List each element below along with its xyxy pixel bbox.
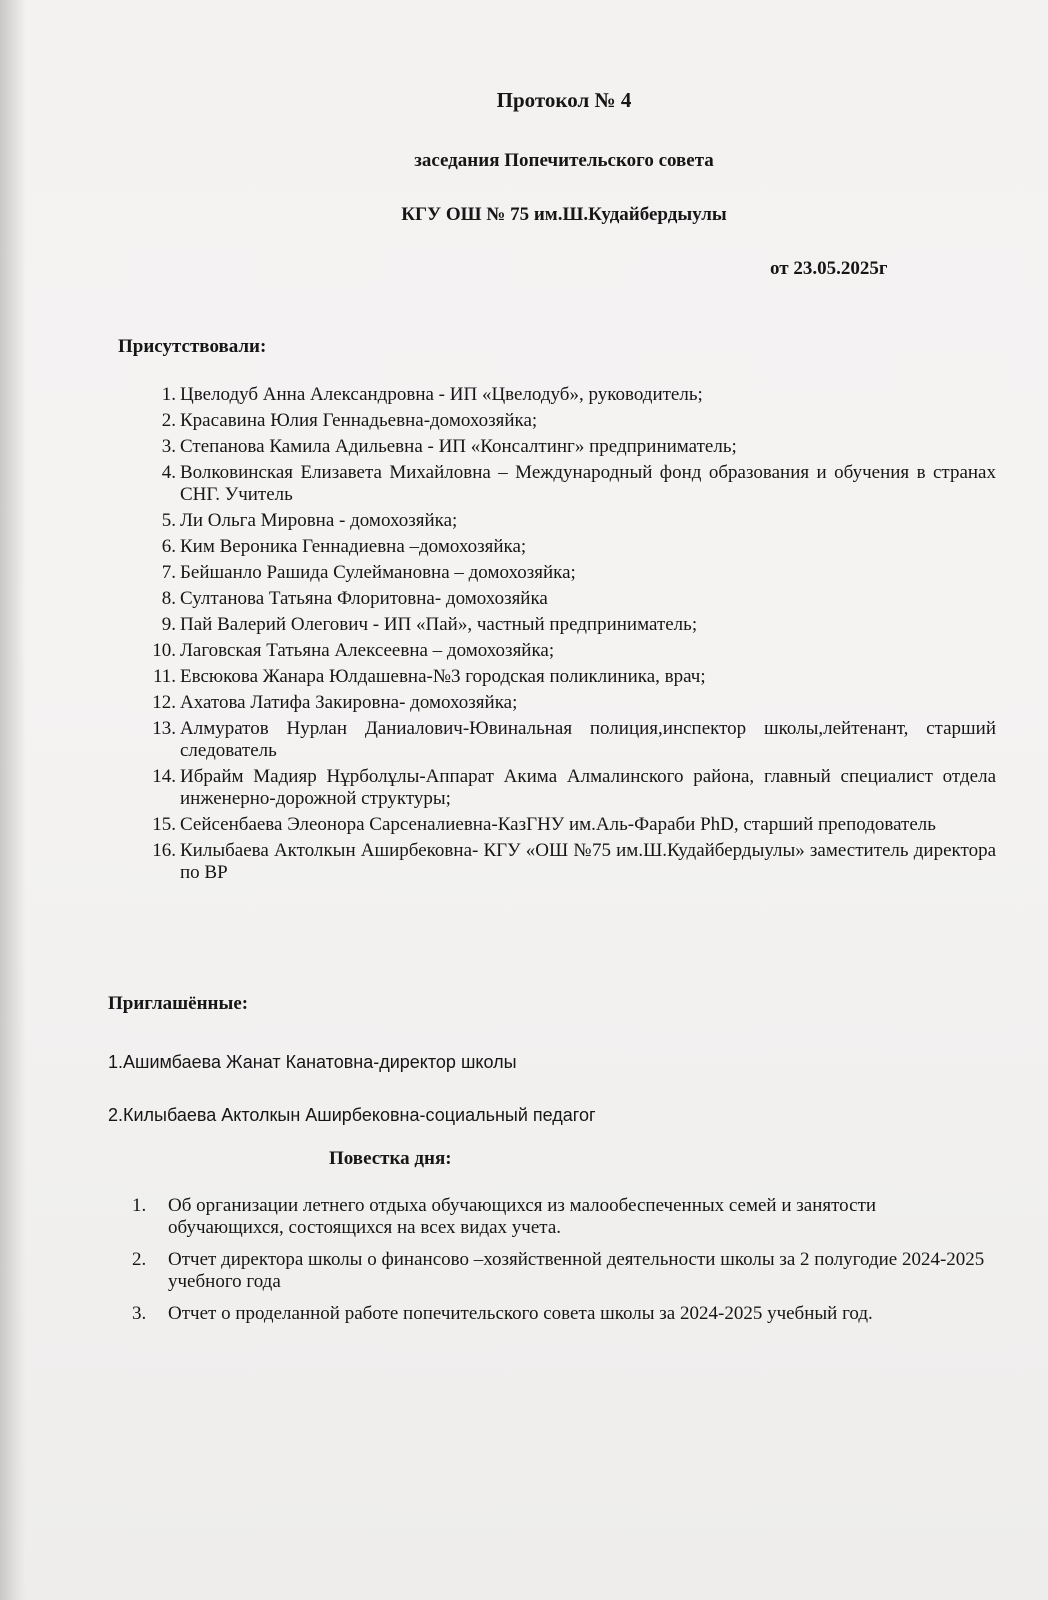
item-text: Ибрайм Мадияр Нұрболұлы-Аппарат Акима Алмалинского района, главный специалист отдела инженерно-дорожной структуры;: [180, 766, 996, 809]
list-item: [140, 562, 996, 584]
item-number: 14.: [152, 766, 176, 787]
list-item: [140, 766, 996, 810]
item-number: 3.: [161, 436, 176, 457]
item-number: 12.: [152, 692, 176, 713]
list-item: [140, 692, 996, 714]
item-text: Красавина Юлия Геннадьевна-домохозяйка;: [180, 410, 538, 431]
item-number: 11.: [152, 666, 176, 687]
list-item: [140, 384, 996, 406]
item-text: Волковинская Елизавета Михайловна – Международный фонд образования и обучения в странах СНГ. Учитель: [180, 462, 996, 505]
item-number: 9.: [161, 614, 176, 635]
present-heading: Присутствовали:: [118, 336, 267, 357]
list-item: [140, 718, 996, 762]
item-number: 1.: [132, 1195, 147, 1216]
item-text: Бейшанло Рашида Сулеймановна – домохозяйка;: [180, 562, 576, 583]
item-number: 16.: [152, 840, 176, 861]
invited-item: 2.Килыбаева Актолкын Аширбековна-социальный педагог: [108, 1105, 596, 1125]
item-text: Алмуратов Нурлан Даниалович-Ювинальная полиция,инспектор школы,лейтенант, старший следователь: [180, 718, 996, 761]
item-number: 15.: [152, 814, 176, 835]
item-text: Отчет о проделанной работе попечительского совета школы за 2024-2025 учебный год.: [168, 1303, 873, 1324]
item-text: Сейсенбаева Элеонора Сарсеналиевна-КазГНУ им.Аль-Фараби PhD, старший преподователь: [180, 814, 936, 835]
item-text: Пай Валерий Олегович - ИП «Пай», частный предприниматель;: [180, 614, 698, 635]
item-number: 3.: [132, 1303, 147, 1324]
item-text: Султанова Татьяна Флоритовна- домохозяйка: [180, 588, 548, 609]
list-item: [132, 1249, 992, 1293]
list-item: [132, 1195, 992, 1239]
item-text: Об организации летнего отдыха обучающихся из малообеспеченных семей и занятости обучающихся, состоящихся на всех видах учета.: [168, 1195, 877, 1238]
item-number: 1.: [161, 384, 176, 405]
list-item: [140, 666, 996, 688]
list-item: [132, 1303, 992, 1325]
list-item: [140, 510, 996, 532]
item-text: Килыбаева Актолкын Аширбековна- КГУ «ОШ №75 им.Ш.Кудайбердыулы» заместитель директора по ВР: [180, 840, 996, 883]
document-subtitle-school: КГУ ОШ № 75 им.Ш.Кудайбердыулы: [401, 204, 727, 225]
list-item: [140, 840, 996, 884]
list-item: [140, 410, 996, 432]
agenda-heading: Повестка дня:: [329, 1148, 452, 1169]
document-subtitle-council: заседания Попечительского совета: [414, 150, 714, 171]
list-item: [140, 814, 996, 836]
item-number: 4.: [161, 462, 176, 483]
invited-heading: Приглашённые:: [108, 993, 249, 1014]
item-number: 7.: [161, 562, 176, 583]
protocol-date: от 23.05.2025г: [770, 258, 888, 279]
item-text: Ли Ольга Мировна - домохозяйка;: [180, 510, 458, 531]
item-text: Степанова Камила Адильевна - ИП «Консалтинг» предприниматель;: [180, 436, 737, 457]
item-text: Отчет директора школы о финансово –хозяйственной деятельности школы за 2 полугодие 2024-2025 учебного года: [168, 1249, 985, 1292]
item-number: 2.: [161, 410, 176, 431]
attendees-list: [140, 384, 996, 888]
item-number: 5.: [161, 510, 176, 531]
item-number: 13.: [152, 718, 176, 739]
item-text: Ким Вероника Геннадиевна –домохозяйка;: [180, 536, 527, 557]
list-item: [140, 536, 996, 558]
document-title: Протокол № 4: [496, 88, 632, 112]
list-item: [140, 436, 996, 458]
item-number: 8.: [161, 588, 176, 609]
list-item: [140, 462, 996, 506]
list-item: [140, 588, 996, 610]
item-number: 2.: [132, 1249, 147, 1270]
item-text: Лаговская Татьяна Алексеевна – домохозяйка;: [180, 640, 555, 661]
invited-item: 1.Ашимбаева Жанат Канатовна-директор школы: [108, 1052, 517, 1072]
list-item: [140, 614, 996, 636]
item-number: 10.: [152, 640, 176, 661]
item-number: 6.: [161, 536, 176, 557]
page-edge-shadow: [0, 0, 26, 1600]
item-text: Ахатова Латифа Закировна- домохозяйка;: [180, 692, 518, 713]
item-text: Цвелодуб Анна Александровна - ИП «Цвелодуб», руководитель;: [180, 384, 703, 405]
item-text: Евсюкова Жанара Юлдашевна-№3 городская поликлиника, врач;: [180, 666, 706, 687]
agenda-list: [132, 1195, 992, 1335]
list-item: [140, 640, 996, 662]
